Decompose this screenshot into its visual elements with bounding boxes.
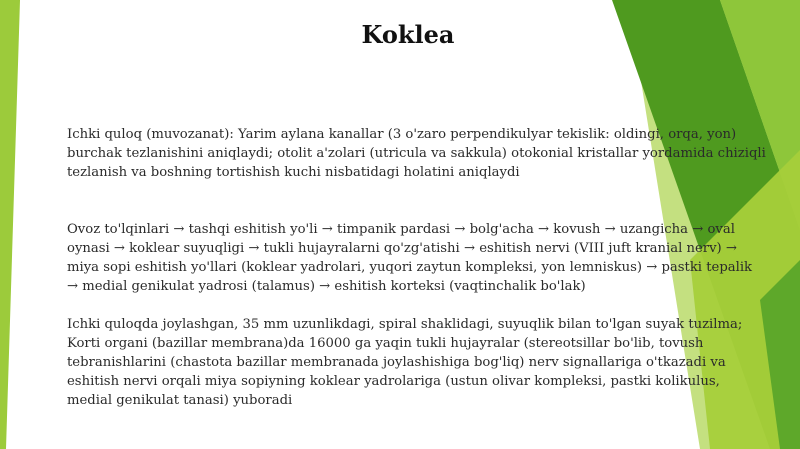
paragraph-sound-pathway: Ovoz to'lqinlari → tashqi eshitish yo'li → timpanik pardasi → bolg'acha → kovush → uzangicha → oval oynasi → koklear suyuqligi → tukli hujayralarni qo'zg'atishi → eshitish nervi (VIII juft kranial nerv) → miya sopi eshitish yo'llari (koklear yadrolari, yuqori zaytun kompleksi, yon lemniskus) → pastki tepalik → medial genikulat yadrosi (talamus) → eshitish korteksi (vaqtinchalik bo'lak)	[67, 222, 753, 294]
slide-body	[67, 125, 767, 410]
paragraph-cochlea-structure: Ichki quloqda joylashgan, 35 mm uzunlikdagi, spiral shaklidagi, suyuqlik bilan to'lgan suyak tuzilma; Korti organi (bazillar membrana)da 16000 ga yaqin tukli hujayralar (stereotsillar bo'lib, tovush tebranishlarini (chastota bazillar membranada joylashishiga bog'liq) nerv signallariga o'tkazadi va eshitish nervi orqali miya sopiyning koklear yadrolariga (ustun olivar kompleksi, pastki kolikulus, medial genikulat tanasi) yuboradi	[67, 317, 743, 408]
paragraph-inner-ear-balance: Ichki quloq (muvozanat): Yarim aylana kanallar (3 o'zaro perpendikulyar tekislik: oldingi, orqa, yon) burchak tezlanishini aniqlaydi; otolit a'zolari (utricula va sakkula) otokonial kristallar yordamida chiziqli tezlanish va boshning tortishish kuchi nisbatidagi holatini aniqlaydi	[67, 127, 766, 180]
left-green-strip	[0, 0, 20, 449]
slide-title: Koklea	[361, 20, 455, 49]
